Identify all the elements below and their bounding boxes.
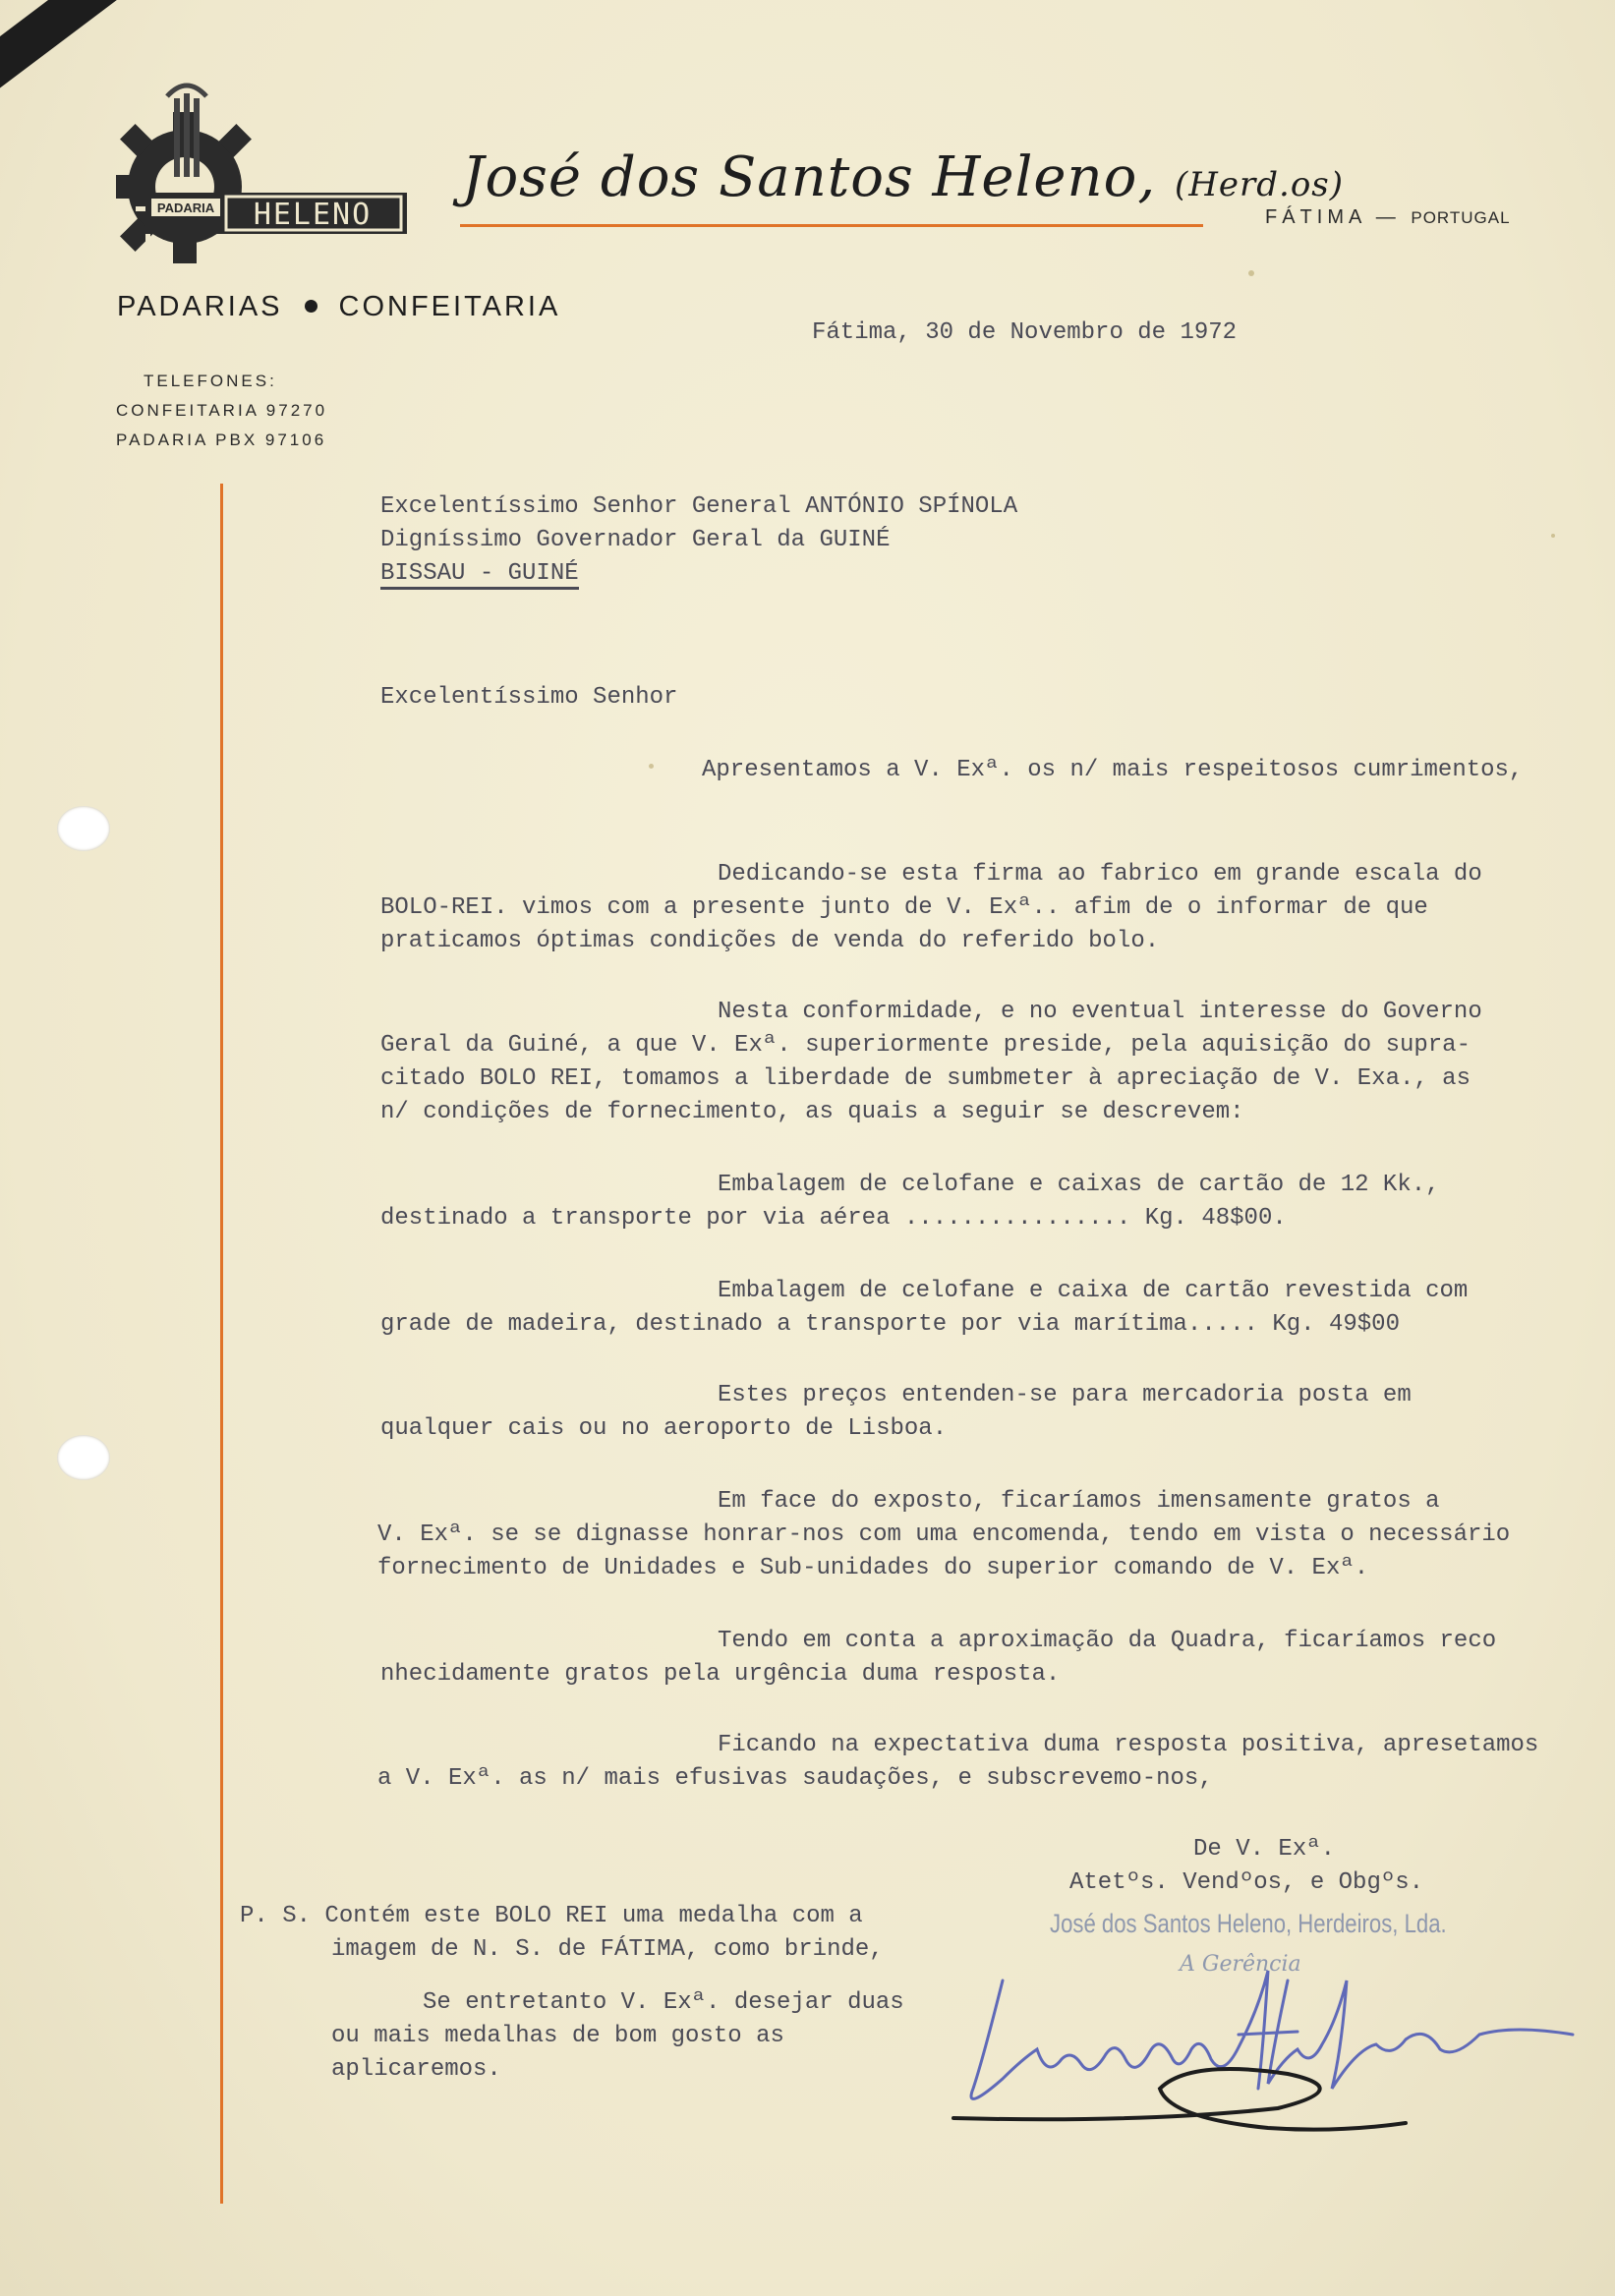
price-option-1-line-2: destinado a transporte por via aérea ................ Kg. 48$00. xyxy=(380,1205,1287,1232)
postscript-line-2: imagem de N. S. de FÁTIMA, como brinde, xyxy=(331,1936,884,1963)
price-option-2-line-1: Embalagem de celofane e caixa de cartão revestida com xyxy=(718,1278,1469,1304)
postscript-line-3: Se entretanto V. Exª. desejar duas xyxy=(423,1989,904,2016)
logo-text-main: HELENO xyxy=(253,198,373,232)
price-option-2-line-2: grade de madeira, destinado a transporte por via marítima..... Kg. 49$00 xyxy=(380,1311,1400,1338)
paragraph-2-line-2: Geral da Guiné, a que V. Exª. superiormente preside, pela aquisição do supra- xyxy=(380,1032,1471,1059)
phones-title: TELEFONES: xyxy=(144,372,277,390)
paragraph-5-line-2: qualquer cais ou no aeroporto de Lisboa. xyxy=(380,1415,948,1442)
greeting-line: Apresentamos a V. Exª. os n/ mais respeitosos cumrimentos, xyxy=(702,757,1524,783)
paragraph-2-line-3: citado BOLO REI, tomamos a liberdade de sumbmeter à apreciação de V. Exa., as xyxy=(380,1065,1471,1092)
punch-hole xyxy=(57,806,110,851)
trade-line xyxy=(117,291,560,323)
margin-rule xyxy=(220,484,223,2204)
paragraph-7-line-1: Tendo em conta a aproximação da Quadra, ficaríamos reco xyxy=(718,1628,1497,1654)
paragraph-6-line-2: V. Exª. se se dignasse honrar-nos com uma encomenda, tendo em vista o necessário xyxy=(377,1521,1511,1548)
company-name-heading xyxy=(462,145,1344,209)
paragraph-8-line-1: Ficando na expectativa duma resposta positiva, apresetamos xyxy=(718,1732,1539,1758)
paper-speck xyxy=(649,764,654,769)
recipient-line-1: Excelentíssimo Senhor General ANTÓNIO SPÍNOLA xyxy=(380,493,1018,520)
closing-line-2: Atetºs. Vendºos, e Obgºs. xyxy=(1069,1869,1424,1896)
phone-padaria: PADARIA PBX 97106 xyxy=(116,430,327,449)
stamp-role: A Gerência xyxy=(1180,1952,1301,1977)
paper-speck xyxy=(1248,270,1254,276)
paragraph-5-line-1: Estes preços entenden-se para mercadoria posta em xyxy=(718,1382,1412,1408)
paragraph-8-line-2: a V. Exª. as n/ mais efusivas saudações, e subscrevemo-nos, xyxy=(377,1765,1213,1792)
paragraph-1-line-3: praticamos óptimas condições de venda do referido bolo. xyxy=(380,928,1160,954)
price-option-1-line-1: Embalagem de celofane e caixas de cartão de 12 Kk., xyxy=(718,1172,1440,1198)
paragraph-7-line-2: nhecidamente gratos pela urgência duma resposta. xyxy=(380,1661,1061,1688)
letter-date: Fátima, 30 de Novembro de 1972 xyxy=(812,319,1238,346)
paragraph-1-line-1: Dedicando-se esta firma ao fabrico em grande escala do xyxy=(718,861,1482,888)
postscript-line-5: aplicaremos. xyxy=(331,2056,501,2083)
padaria-heleno-logo xyxy=(116,79,411,275)
company-name-suffix: (Herd.os) xyxy=(1174,165,1344,204)
closing-line-1: De V. Exª. xyxy=(1193,1836,1336,1863)
postscript-line-4: ou mais medalhas de bom gosto as xyxy=(331,2023,784,2049)
paragraph-2-line-1: Nesta conformidade, e no eventual interesse do Governo xyxy=(718,999,1482,1025)
location-country: PORTUGAL xyxy=(1411,208,1511,227)
location-city: FÁTIMA — xyxy=(1265,206,1401,228)
recipient-line-2: Digníssimo Governador Geral da GUINÉ xyxy=(380,527,891,553)
paragraph-2-line-4: n/ condições de fornecimento, as quais a seguir se descrevem: xyxy=(380,1099,1244,1125)
trade-padarias: PADARIAS xyxy=(117,291,283,322)
punch-hole xyxy=(57,1435,110,1480)
handwritten-signature xyxy=(944,1941,1592,2167)
phone-confeitaria: CONFEITARIA 97270 xyxy=(116,401,328,420)
trade-confeitaria: CONFEITARIA xyxy=(338,291,561,322)
salutation: Excelentíssimo Senhor xyxy=(380,684,678,711)
bullet-dot xyxy=(305,300,317,313)
company-name: José dos Santos Heleno, xyxy=(462,145,1157,209)
recipient-line-3: BISSAU - GUINÉ xyxy=(380,560,579,590)
paragraph-1-line-2: BOLO-REI. vimos com a presente junto de V. Exª.. afim de o informar de que xyxy=(380,894,1428,921)
company-location xyxy=(1265,206,1511,229)
paragraph-6-line-3: fornecimento de Unidades e Sub-unidades do superior comando de V. Exª. xyxy=(377,1555,1369,1581)
phone-block xyxy=(116,367,327,455)
paper-speck xyxy=(1551,534,1555,538)
logo-text-top: PADARIA xyxy=(156,201,215,215)
heading-rule xyxy=(460,224,1203,227)
company-stamp: José dos Santos Heleno, Herdeiros, Lda. xyxy=(1050,1909,1447,1938)
paragraph-6-line-1: Em face do exposto, ficaríamos imensamente gratos a xyxy=(718,1488,1440,1515)
postscript-line-1: P. S. Contém este BOLO REI uma medalha com a xyxy=(240,1903,863,1929)
